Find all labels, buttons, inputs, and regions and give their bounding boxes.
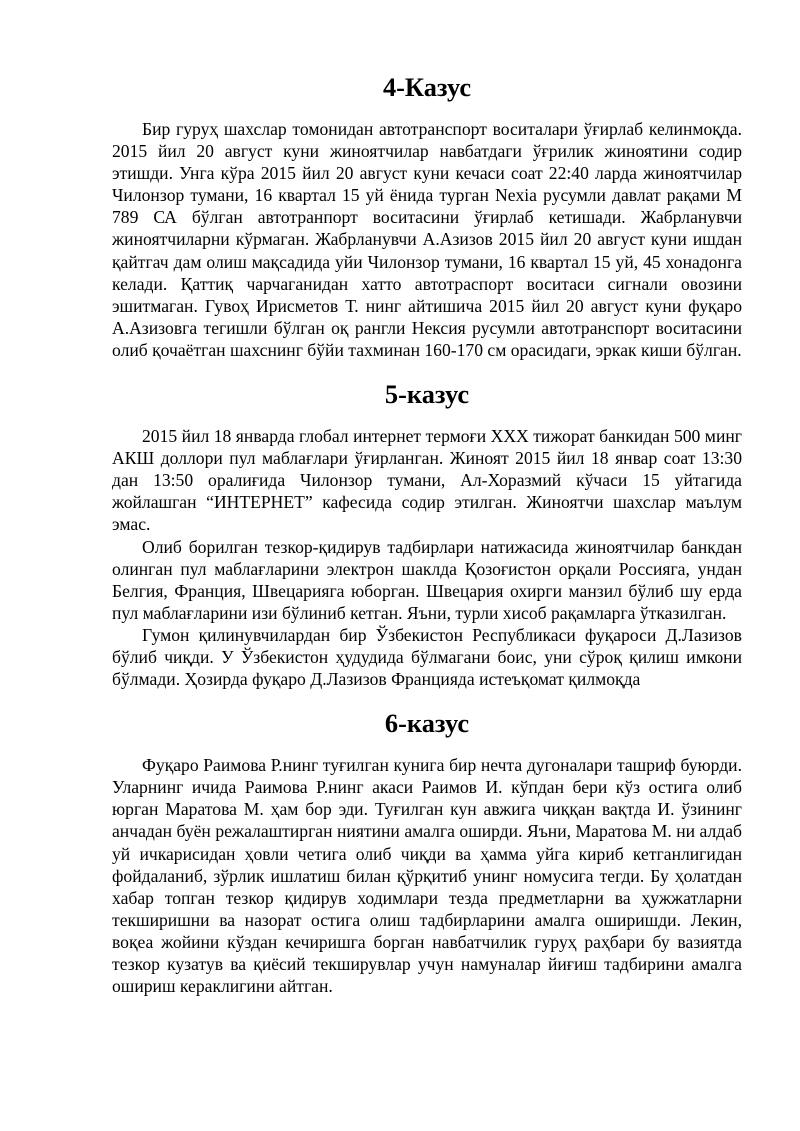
section-heading-4: 4-Казус (382, 72, 472, 102)
section-5-paragraph-2: Олиб борилган тезкор-қидирув тадбирлари натижасида жиноятчилар банкдан олинган пул маблағларини электрон шаклда Қозоғистон орқали Россияга, ундан Белгия, Франция, Швецарияга юборган. Швецария охирги манзил бўлиб шу ерда пул маблағларини изи бўлиниб кетган. Яъни, турли хисоб рақамларга ўтказилган. (112, 536, 742, 623)
section-6-paragraph-1: Фуқаро Раимова Р.нинг туғилган кунига бир нечта дугоналари ташриф буюрди. Уларнинг ичида Раимова Р.нинг акаси Раимов И. кўпдан бери кўз остига олиб юрган Маратова М. ҳам бор эди. Туғилган кун авжига чиққан вақтда И. ўзининг анчадан буён режалаштирган ниятини амалга оширди. Яъни, Маратова М. ни алдаб уй ичкарисидан ҳовли четига олиб чиқди ва ҳамма уйга кириб кетганлигидан фойдаланиб, зўрлик ишлатиш билан қўрқитиб унинг номусига тегди. Бу ҳолатдан хабар топган тезкор қидирув ходимлари тезда предметларни ва ҳужжатларни текширишни ва назорат остига олиш тадбирларини амалга оширишди. Лекин, воқеа жойини кўздан кечиришга борган навбатчилик гуруҳ раҳбари бу вазиятда тезкор кузатув ва қиёсий текширувлар учун намуналар йиғиш тадбирини амалга ошириш кераклигини айтган. (112, 755, 742, 997)
section-4-paragraph-1: Бир гуруҳ шахслар томонидан автотранспорт воситалари ўғирлаб келинмоқда. 2015 йил 20 август куни жиноятчилар навбатдаги ўғрилик жиноятини содир этишди. Унга кўра 2015 йил 20 август куни кечаси соат 22:40 ларда жиноятчилар Чилонзор тумани, 16 квартал 15 уй ёнида турган Nexia русумли давлат рақами М 789 СА бўлган автотранпорт воситасини ўғирлаб кетишади. Жабрланувчи жиноятчиларни кўрмаган. Жабрланувчи А.Азизов 2015 йил 20 август куни ишдан қайтгач дам олиш мақсадида уйи Чилонзор тумани, 16 квартал 15 уй, 45 хонадонга келади. Қаттиқ чарчаганидан хатто автотраспорт воситаси сигнали овозини эшитмаган. Гувоҳ Ирисметов Т. нинг айтишича 2015 йил 20 август куни фуқаро А.Азизовга тегишли бўлган оқ рангли Нексия русумли автотранспорт воситасини олиб қочаётган шахснинг бўйи тахминан 160-170 см орасидаги, эркак киши бўлган. (112, 119, 742, 360)
section-heading-6: 6-казус (384, 708, 470, 739)
section-5-paragraph-3: Гумон қилинувчилардан бир Ўзбекистон Республикаси фуқароси Д.Лазизов бўлиб чиқди. У Ўзбекистон ҳудудида бўлмагани боис, уни сўроқ қилиш имкони бўлмади. Ҳозирда фуқаро Д.Лазизов Францияда истеъқомат қилмоқда (112, 624, 742, 690)
section-heading-5: 5-казус (384, 379, 470, 410)
document-body (112, 72, 742, 997)
section-5-paragraph-1: 2015 йил 18 январда глобал интернет термоғи XXX тижорат банкидан 500 минг АКШ доллори пул маблағлари ўғирланган. Жиноят 2015 йил 18 январ соат 13:30 дан 13:50 оралиғида Чилонзор тумани, Ал-Хоразмий кўчаси 15 уйтагида жойлашган “ИНТЕРНЕТ” кафесида содир этилган. Жиноятчи шахслар маълум эмас. (112, 426, 742, 535)
